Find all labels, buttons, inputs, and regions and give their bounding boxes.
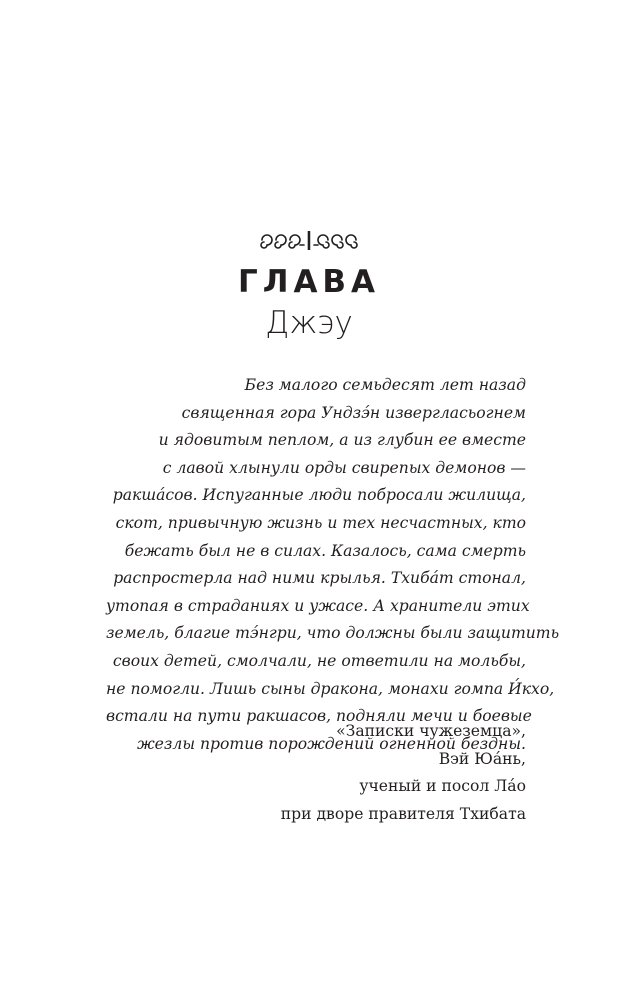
chapter-number: I: [305, 227, 313, 256]
epigraph-line: жезлы против порождений огненной бездны.: [136, 734, 526, 753]
chapter-title: Джэу: [265, 305, 353, 341]
chapter-heading: ГЛАВА: [237, 264, 381, 300]
epigraph-line: не помогли. Лишь сыны дракона, монахи гомпа И́кхо,: [106, 679, 555, 698]
epigraph-line: с лавой хлынули орды свирепых демонов —: [162, 458, 526, 477]
epigraph-line: Без малого семьдесят лет назад: [244, 376, 526, 394]
epigraph-line: священная гора Ундзэ́н извергласьогнем: [181, 403, 526, 422]
left-swirl-icon: [261, 235, 304, 248]
epigraph: [106, 372, 560, 758]
epigraph-line: распростерла над ними крылья. Тхиба́т стонал,: [113, 569, 526, 588]
epigraph-line: своих детей, смолчали, не ответили на мольбы,: [112, 651, 526, 670]
epigraph-line: ракша́сов. Испуганные люди побросали жилища,: [112, 486, 526, 505]
epigraph-line: скот, привычную жизнь и тех несчастных, кто: [115, 513, 526, 532]
epigraph-line: встали на пути ракшасов, подняли мечи и боевые: [106, 707, 532, 726]
right-swirl-icon: [314, 235, 357, 248]
attribution-author: Вэй Юа́нь,: [438, 749, 526, 768]
epigraph-attribution: [106, 718, 526, 828]
epigraph-line: бежать был не в силах. Казалось, сама смерть: [124, 541, 526, 560]
epigraph-line: и ядовитым пеплом, а из глубин ее вместе: [158, 431, 526, 450]
chapter-ornament: [0, 222, 618, 256]
attribution-court: при дворе правителя Тхибата: [280, 804, 526, 823]
epigraph-line: земель, благие тэ́нгри, что должны были защитить: [106, 624, 560, 643]
epigraph-line: утопая в страданиях и ужасе. А хранители этих: [106, 596, 530, 615]
attribution-role: ученый и посол Ла́о: [359, 777, 526, 796]
attribution-source: «Записки чужеземца»,: [336, 722, 526, 740]
